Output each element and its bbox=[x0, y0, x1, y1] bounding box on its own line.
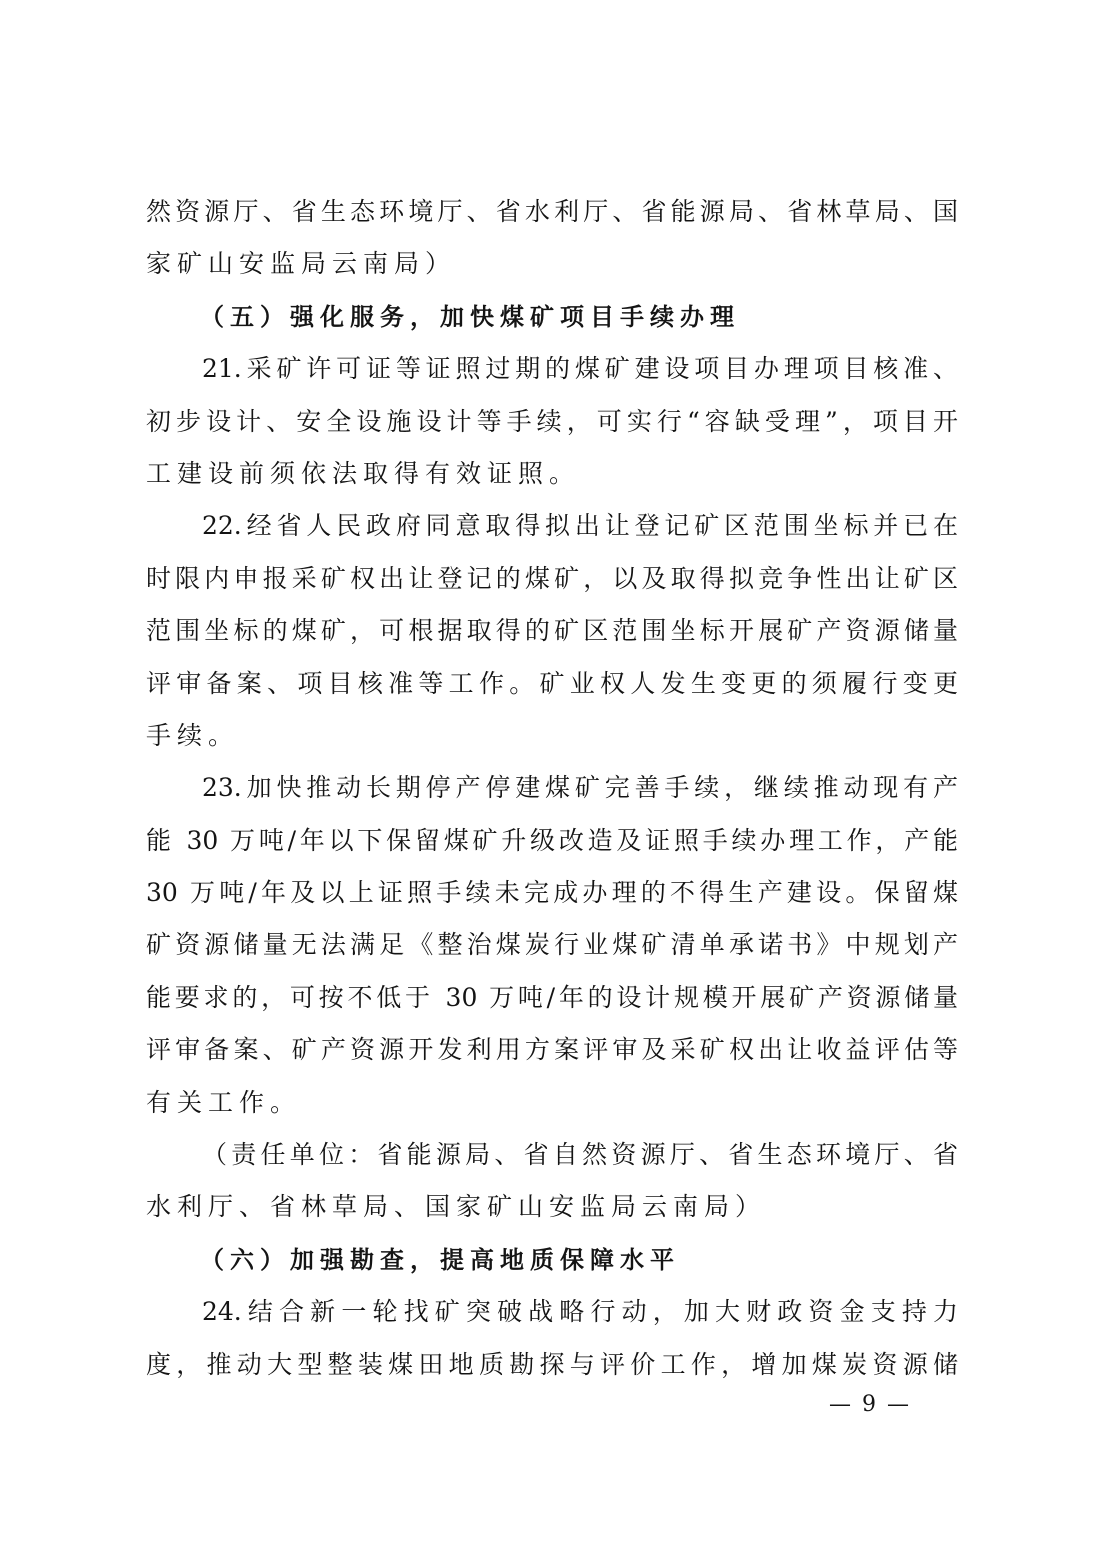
text-line: 有关工作。 bbox=[146, 1087, 302, 1117]
text-line: 30 万吨/年及以上证照手续未完成办理的不得生产建设。保留煤 bbox=[146, 878, 958, 908]
document-body bbox=[146, 186, 958, 1391]
section-heading: （六）加强勘查，提高地质保障水平 bbox=[200, 1245, 680, 1274]
text-line: 度，推动大型整装煤田地质勘探与评价工作，增加煤炭资源储 bbox=[146, 1349, 958, 1379]
text-line: 23.加快推动长期停产停建煤矿完善手续，继续推动现有产 bbox=[202, 773, 958, 803]
text-line: 然资源厅、省生态环境厅、省水利厅、省能源局、省林草局、国 bbox=[146, 197, 958, 226]
text-line: 矿资源储量无法满足《整治煤炭行业煤矿清单承诺书》中规划产 bbox=[146, 930, 958, 960]
text-line: 家矿山安监局云南局） bbox=[146, 249, 457, 279]
text-line: 范围坐标的煤矿，可根据取得的矿区范围坐标开展矿产资源储量 bbox=[146, 616, 958, 646]
text-line: 24.结合新一轮找矿突破战略行动，加大财政资金支持力 bbox=[202, 1297, 958, 1327]
text-line: 能 30 万吨/年以下保留煤矿升级改造及证照手续办理工作，产能 bbox=[146, 825, 958, 855]
text-line: 评审备案、矿产资源开发利用方案评审及采矿权出让收益评估等 bbox=[146, 1035, 958, 1065]
text-line: 评审备案、项目核准等工作。矿业权人发生变更的须履行变更 bbox=[146, 668, 958, 698]
text-line: 手续。 bbox=[146, 720, 240, 750]
text-line: 工建设前须依法取得有效证照。 bbox=[146, 458, 581, 488]
text-line: 能要求的，可按不低于 30 万吨/年的设计规模开展矿产资源储量 bbox=[146, 982, 958, 1012]
text-line: 22.经省人民政府同意取得拟出让登记矿区范围坐标并已在 bbox=[202, 511, 958, 541]
text-line: （责任单位：省能源局、省自然资源厅、省生态环境厅、省 bbox=[202, 1140, 958, 1170]
text-line: 时限内申报采矿权出让登记的煤矿，以及取得拟竞争性出让矿区 bbox=[146, 563, 958, 593]
section-heading: （五）强化服务，加快煤矿项目手续办理 bbox=[200, 302, 740, 331]
page-number: — 9 — bbox=[829, 1392, 911, 1417]
text-line: 21.采矿许可证等证照过期的煤矿建设项目办理项目核准、 bbox=[202, 354, 958, 384]
text-line: 初步设计、安全设施设计等手续，可实行“容缺受理”，项目开 bbox=[146, 406, 958, 436]
text-line: 水利厅、省林草局、国家矿山安监局云南局） bbox=[146, 1192, 767, 1222]
